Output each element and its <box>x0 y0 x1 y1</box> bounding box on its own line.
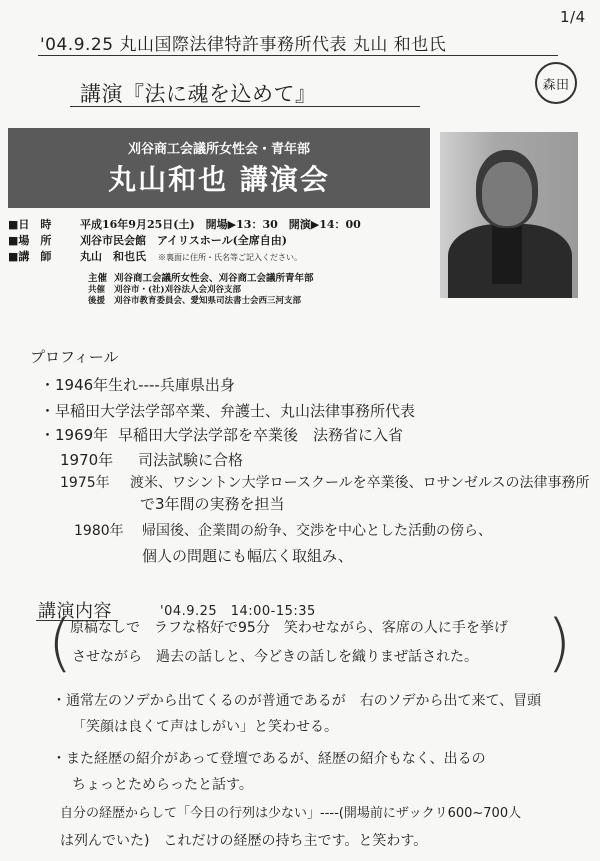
header-underline <box>38 55 558 56</box>
org-value: 刈谷市教育委員会、愛知県司法書士会西三河支部 <box>114 296 302 306</box>
page-number: 1/4 <box>560 8 586 26</box>
info-note: ※裏面に住所・氏名等ご記入ください。 <box>158 253 302 262</box>
flyer-banner <box>8 128 430 208</box>
lecture-note: ちょっとためらったと話す。 <box>72 777 253 793</box>
lecture-title: 講演『法に魂を込めて』 <box>80 82 317 106</box>
lecture-note: ・通常左のソデから出てくるのが普通であるが 右のソデから出て来て、冒頭 <box>52 693 542 709</box>
info-key: ■日 時 <box>8 218 52 231</box>
event-flyer <box>8 128 590 306</box>
org-key: 共催 <box>88 285 106 295</box>
lecture-note: 自分の経歴からして「今日の行列は少ない」----(開場前にザックリ600~700人 <box>60 806 522 821</box>
lecture-note: 「笑顔は良くて声はしがい」と笑わせる。 <box>72 719 338 735</box>
profile-line: 1980年 帰国後、企業間の紛争、交渉を中心とした活動の傍ら、 <box>74 523 492 539</box>
info-key: ■講 師 <box>8 250 52 263</box>
org-row-support <box>88 294 301 306</box>
banner-title: 丸山和也 講演会 <box>108 163 330 196</box>
info-value: 平成16年9月25日(土) 開場▶13：30 開演▶14：00 <box>80 218 361 231</box>
speaker-photo <box>440 132 578 298</box>
banner-subtitle: 刈谷商工会議所女性会・青年部 <box>127 142 310 157</box>
info-row-speaker <box>8 248 302 264</box>
info-value: 刈谷市民会館 アイリスホール(全席自由) <box>80 234 287 247</box>
profile-line: 1975年 渡米、ワシントン大学ロースクールを卒業後、ロサンゼルスの法律事務所 <box>60 475 590 491</box>
profile-line: ・1969年 早稲田大学法学部を卒業後 法務省に入省 <box>40 426 404 444</box>
profile-heading: プロフィール <box>30 348 119 366</box>
lecture-heading: 講演内容 <box>38 601 112 622</box>
profile-line: 個人の問題にも幅広く取組み、 <box>142 547 353 565</box>
header-date-line: '04.9.25 丸山国際法律特許事務所代表 丸山 和也氏 <box>40 35 447 55</box>
org-key: 主催 <box>88 273 108 284</box>
lecture-summary-line: させながら 過去の話しと、今どきの話しを織りまぜ話された。 <box>72 649 478 665</box>
org-value: 刈谷商工会議所女性会、刈谷商工会議所青年部 <box>114 273 314 284</box>
info-key: ■場 所 <box>8 234 52 247</box>
profile-line: 1970年 司法試験に合格 <box>60 451 244 469</box>
info-row-date <box>8 216 361 232</box>
profile-line: ・早稲田大学法学部卒業、弁護士、丸山法律事務所代表 <box>40 402 416 420</box>
info-value: 丸山 和也氏 <box>80 250 146 263</box>
profile-line: ・1946年生れ----兵庫県出身 <box>40 376 235 394</box>
bracket-left: ( <box>48 606 73 679</box>
info-row-place <box>8 232 287 248</box>
seal-stamp: 森田 <box>535 62 577 104</box>
profile-line: で3年間の実務を担当 <box>140 495 285 513</box>
lecture-note: は列んでいた) これだけの経歴の持ち主です。と笑わす。 <box>60 833 428 849</box>
bracket-right: ) <box>547 606 572 679</box>
lecture-note: ・また経歴の紹介があって登壇であるが、経歴の紹介もなく、出るの <box>52 751 486 767</box>
title-underline <box>70 106 420 107</box>
org-key: 後援 <box>88 296 106 306</box>
lecture-summary-line: 原稿なしで ラフな格好で95分 笑わせながら、客席の人に手を挙げ <box>70 620 508 636</box>
org-value: 刈谷市・(社)刈谷法人会刈谷支部 <box>114 285 242 295</box>
lecture-datetime: '04.9.25 14:00-15:35 <box>160 604 316 619</box>
org-row-host <box>88 270 314 284</box>
